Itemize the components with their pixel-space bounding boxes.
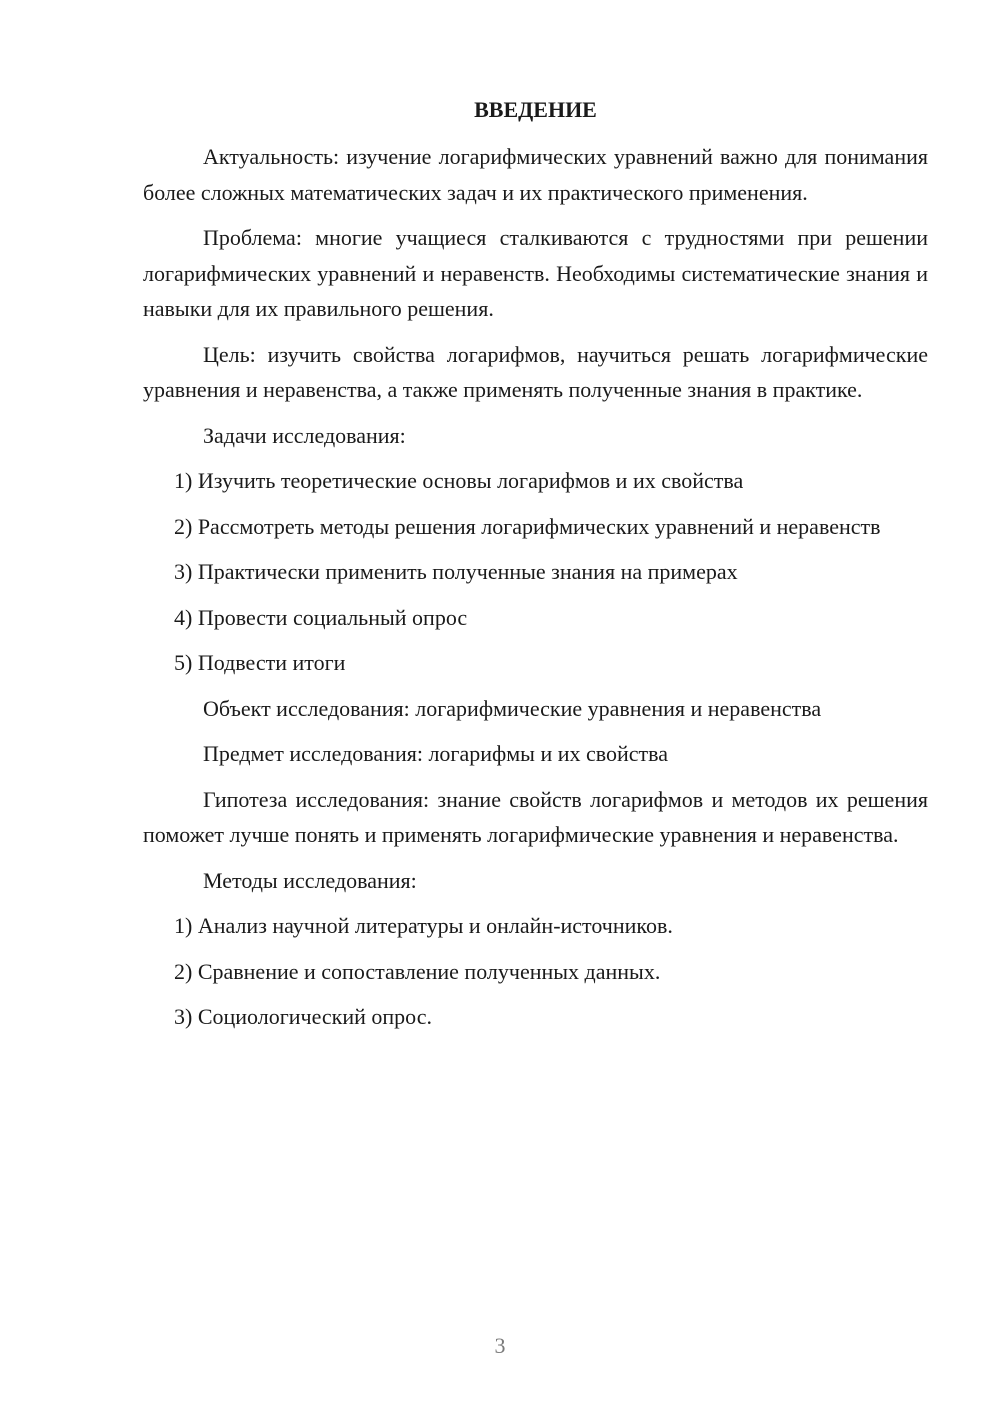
object-paragraph: Объект исследования: логарифмические уравнения и неравенства <box>203 695 822 721</box>
list-item: 1) Анализ научной литературы и онлайн-источников. <box>174 913 673 938</box>
tasks-list <box>143 463 928 681</box>
list-item: 2) Рассмотреть методы решения логарифмических уравнений и неравенств <box>174 513 881 539</box>
hypothesis-paragraph: Гипотеза исследования: знание свойств логарифмов и методов их решения поможет лучше понять и применять логарифмические уравнения и неравенства. <box>143 786 928 847</box>
goal-paragraph: Цель: изучить свойства логарифмов, научиться решать логарифмические уравнения и неравенства, а также применять полученные знания в практике. <box>143 341 928 402</box>
list-item: 3) Практически применить полученные знания на примерах <box>174 559 738 584</box>
subject-paragraph: Предмет исследования: логарифмы и их свойства <box>203 741 669 766</box>
list-item: 1) Изучить теоретические основы логарифмов и их свойства <box>174 468 744 493</box>
methods-heading: Методы исследования: <box>203 867 417 893</box>
section-title: ВВЕДЕНИЕ <box>474 97 597 122</box>
page-number: 3 <box>494 1333 506 1358</box>
relevance-paragraph: Актуальность: изучение логарифмических уравнений важно для понимания более сложных математических задач и их практического применения. <box>143 144 928 205</box>
list-item: 3) Социологический опрос. <box>174 1004 432 1029</box>
problem-paragraph: Проблема: многие учащиеся сталкиваются с трудностями при решении логарифмических уравнений и неравенств. Необходимы систематические знания и навыки для их правильного решения. <box>143 225 928 321</box>
tasks-heading: Задачи исследования: <box>203 422 406 448</box>
list-item: 2) Сравнение и сопоставление полученных данных. <box>174 958 661 984</box>
document-page <box>143 92 928 1045</box>
methods-list <box>143 908 928 1035</box>
list-item: 5) Подвести итоги <box>174 650 346 675</box>
list-item: 4) Провести социальный опрос <box>174 604 468 630</box>
